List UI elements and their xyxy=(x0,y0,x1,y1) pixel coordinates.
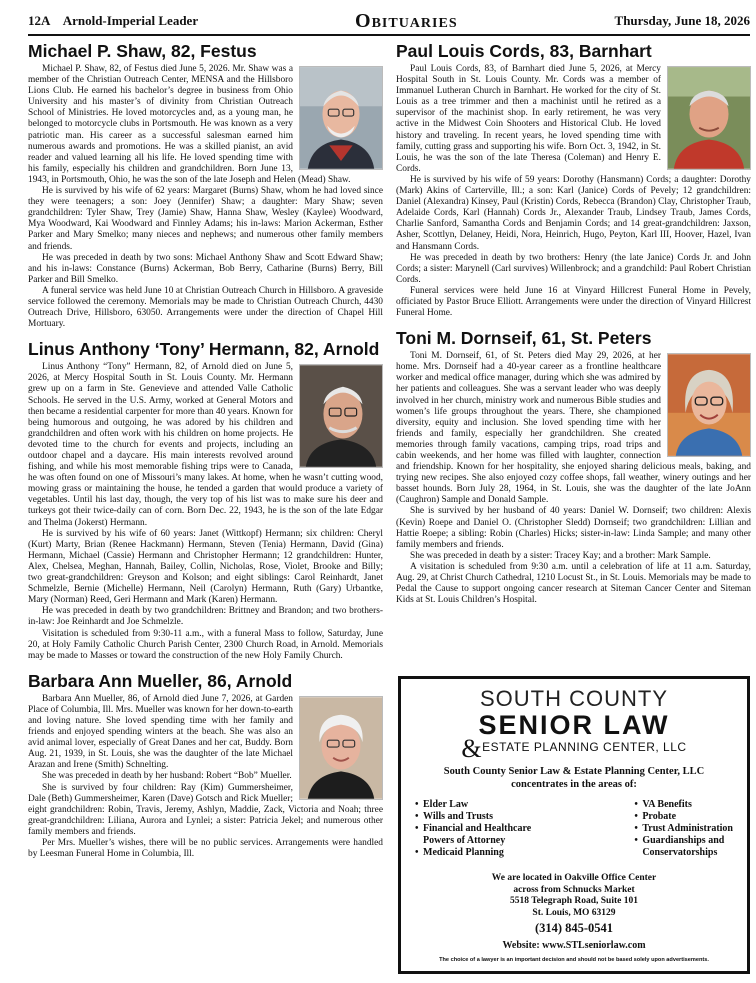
obituary-paragraph: Linus Anthony “Tony” Hermann, 82, of Arnold died on June 5, 2026, at Mercy Hospital South in St. Louis County. Mr. Hermann grew up on a farm in Ste. Genevieve and attended Valle Catholic Schools. He served in the U.S. Army, worked at General Motors and then became a residential carpenter for more than 40 years. Known for being humorous and outgoing, he was adored by his children and grandchildren and often work with his children on home projects. He devoted time to the church for events and projects, including an outdoor chapel and a daycare. His main interests revolved around fishing, and while his most memorable fishing trips were to Canada, he was often found on one of Missouri’s many lakes. At home, when he wasn’t cutting wood, mowing grass or maintaining the house, he tended a garden that would produce a variety of vegetables. Until his last day, though, the very top of his list was to make sure his deer and turkeys got their twice-daily can of corn. Born Dec. 22, 1943, he is the son of the late Edgar and Thelma (Jokerst) Hermann. xyxy=(28,362,383,528)
ad-disclaimer: The choice of a lawyer is an important decision and should not be based solely upon advertisements. xyxy=(439,957,709,963)
obituary-title: Linus Anthony ‘Tony’ Hermann, 82, Arnold xyxy=(28,339,380,360)
obituary-shaw xyxy=(28,40,383,330)
ad-heading xyxy=(411,765,737,791)
bullet-icon: • xyxy=(415,811,419,822)
obituary-hermann xyxy=(28,338,383,662)
service-item: • VA Benefits xyxy=(634,799,692,810)
portrait-image xyxy=(300,67,382,169)
bullet-icon: • xyxy=(634,823,638,834)
bullet-icon: • xyxy=(415,799,419,810)
portrait-photo-dornseif xyxy=(667,353,751,457)
service-item: • Guardianships and xyxy=(634,835,725,846)
obituary-paragraph: He is survived by his wife of 60 years: Janet (Wittkopf) Hermann; six children: Cheryl (Kurt) Marty, Brian (Renee Hackmann) Hermann, Steven (Tenia) Hermann, David (Gina) Hermann, Michael (Cassie) Hermann and Christopher Hermann; 12 grandchildren: Hunter, Alex, Chelsea, Meghan, Hannah, Bailey, Collin, Nicholas, Rose, Violet, Brooke and Billy; two great-grandchildren: Greyson and Kolson; and eight siblings: Carol Reinhardt, Janet Schmelzle, Bernie (Michelle) Hermann, Neil (Carolyn) Hermann, Ruth (Gary) Urbantke, Mary (Norman) Reed, Geri Hermann and Mark (Karen) Hermann. xyxy=(28,528,383,606)
service-item: • Trust Administration xyxy=(634,823,733,834)
obituary-paragraph: She was preceded in death by a sister: Tracey Kay; and a brother: Mark Sample. xyxy=(410,550,711,561)
ad-location-line: 5518 Telegraph Road, Suite 101 xyxy=(509,896,638,906)
obituary-dornseif xyxy=(396,327,751,606)
section-title: Obituaries xyxy=(355,9,458,32)
service-item: Powers of Attorney xyxy=(423,835,506,846)
ad-phone: (314) 845-0541 xyxy=(534,921,614,935)
obituary-title: Michael P. Shaw, 82, Festus xyxy=(28,41,257,61)
ad-location-line: across from Schnucks Market xyxy=(513,884,635,895)
masthead xyxy=(28,8,750,36)
obituary-paragraph: A visitation is scheduled from 9:30 a.m. until a celebration of life at 11 a.m. Saturday, Aug. 29, at Christ Church Cathedral, 1210 Locust St., in St. Louis. Memorials may be made to Pedal the Cause to support ongoing cancer research at Siteman Cancer Center and Siteman Kids at St. Louis Children’s Hospital. xyxy=(396,561,751,606)
portrait-image xyxy=(300,365,382,467)
service-item: Conservatorships xyxy=(642,847,718,858)
service-item: • Elder Law xyxy=(415,799,469,810)
law-firm-advertisement xyxy=(398,676,750,974)
ad-heading-line2: concentrates in the areas of: xyxy=(511,779,637,790)
ad-logo-subtitle: ESTATE PLANNING CENTER, LLC xyxy=(482,740,687,754)
ad-heading-line1: South County Senior Law & Estate Planning Center, LLC xyxy=(443,766,705,777)
obituary-paragraph: He was preceded in death by two sons: Michael Anthony Shaw and Scott Edward Shaw; and his in-laws: Constance (Burns) Ackerman, Bob Berry, Catharine (Burns) Berry, Bill Parker and Bill Smelko. xyxy=(28,252,383,285)
portrait-photo-hermann xyxy=(299,364,383,468)
portrait-image xyxy=(668,67,750,169)
ad-logo-line3 xyxy=(411,734,737,763)
bullet-icon: • xyxy=(634,799,638,810)
obituary-paragraph: Barbara Ann Mueller, 86, of Arnold died June 7, 2026, at Garden Place of Columbia, Ill. Mrs. Mueller was known for her down-to-earth and loving nature. She loved spending time with her family and friends and enjoyed spending winters at the beach. She was also an avid animal lover, especially of Great Danes and her cat, Buddy. Born Aug. 21, 1939, in St. Louis, she was the daughter of the late Michael Arazan and Irene (Smith) Schnelting. xyxy=(28,693,293,771)
ad-logo-line2: SENIOR LAW xyxy=(478,710,670,740)
obituary-title: Toni M. Dornseif, 61, St. Peters xyxy=(396,328,652,349)
portrait-photo-shaw xyxy=(299,66,383,170)
ad-logo-line1: SOUTH COUNTY xyxy=(480,686,668,711)
portrait-photo-mueller xyxy=(299,696,383,800)
portrait-image xyxy=(300,697,382,799)
bullet-icon: • xyxy=(415,847,419,858)
ad-services-right xyxy=(634,799,733,859)
ad-services-left xyxy=(415,799,531,859)
obituary-paragraph: A funeral service was held June 10 at Christian Outreach Church in Hillsboro. A graveside service followed the ceremony. Memorials may be made to Christian Outreach Church, 4430 Outreach Drive, Hillsboro, 63050. Arrangements were under the direction of Chapel Hill Mortuary. xyxy=(28,285,383,330)
ad-services xyxy=(411,799,737,859)
obituary-paragraph: Michael P. Shaw, 82, of Festus died June 5, 2026. Mr. Shaw was a member of the Christian Outreach Center, MENSA and the Hillsboro Lions Club. He earned his bachelor’s degree in business from Ohio University and his master’s of divinity from Christian Outreach School of Ministries. He loved motorcycles and, as a young man, he belonged to motorcycle clubs in Portsmouth. He was known as a very patriotic man. His career as a successful salesman earned him numerous awards and promotions. He was a skilled pianist, an avid reader and valued learning all his life. He loved spending time with his family, especially his children and grandchildren. Born June 13, 1943, in Portsmouth, Ohio, he was the son of the late Joseph and Helen (Mead) Shaw. xyxy=(28,64,351,185)
left-column xyxy=(28,40,383,868)
page-number: 12A xyxy=(28,13,51,28)
ad-location-line: St. Louis, MO 63129 xyxy=(532,907,616,918)
portrait-photo-cords xyxy=(667,66,751,170)
ad-website: Website: www.STLseniorlaw.com xyxy=(502,940,646,951)
obituary-paragraph: He is survived by his wife of 59 years: Dorothy (Hansmann) Cords; a daughter: Dorothy (Mark) Akins of Carterville, Ill.; a son: Karl (Janice) Cords of Pevely; 12 grandchildren: Daniel (Alexandra) Kinsey, Paul (Kristin) Cords, Rebecca (Brandon) Clay, Christopher Traub, Adelaide Cords, Karl (Hannah) Cords Jr., Alexander Traub, Lindsey Traub, James Cords, Charlie Sanford, Samantha Cords and Benjamin Cords; and 14 great-grandchildren: Jaxson, Asher, Scottlyn, Delaney, Heidi, Nora, Heinrich, Hugo, Peyton, Karl III, Hoover, Hazel, Ivan and Hansmann Cords. xyxy=(396,174,751,252)
right-column xyxy=(396,40,751,614)
obituary-paragraph: Paul Louis Cords, 83, of Barnhart died June 5, 2026, at Mercy Hospital South in St. Louis County. Mr. Cords was a member of Immanuel Lutheran Church in Barnhart. He worked for the city of St. Louis as a tree trimmer and then a machinist until he retired as a supervisor of the machinist shop. In early retirement, he was very active in the Midwest Coin Shooters and Historical Club. He loved history and traveling. In recent years, he loved spending time with family, cutting grass and supporting his wife. Born Oct. 3, 1942, in St. Louis, he was the son of the late Theresa (Coleman) and Henry E. Cords. xyxy=(396,64,661,174)
obituary-paragraph: Toni M. Dornseif, 61, of St. Peters died May 29, 2026, at her home. Mrs. Dornseif had a 40-year career as a frontline healthcare worker and medical office manager, during which she was admired by her patients and colleagues. She was a servant leader who was deeply involved in her church, ministry work and numerous Bible studies and women’s life groups throughout the years. There, she championed diversity, equity and inclusion. She loved spending time with her friends and family, especially her grandchildren. She created memories through family vacations, camping trips, road trips and cabin weekends, and her home was filled with laughter, connection and friendship. Known for her hospitality, she enjoyed sharing delicious meals, baking, and trying new recipes. She also enjoyed cozy coffee shops, fall weather, winery outings and her basset hounds. Born July 28, 1964, in St. Louis, she was the daughter of the late JoAnn (Caughron) Sample and Donald Sample. xyxy=(396,351,751,506)
service-item: • Medicaid Planning xyxy=(415,847,504,858)
obituary-mueller xyxy=(28,670,383,860)
obituary-title: Paul Louis Cords, 83, Barnhart xyxy=(396,41,652,61)
bullet-icon: • xyxy=(634,835,638,846)
obituary-title: Barbara Ann Mueller, 86, Arnold xyxy=(28,670,293,691)
service-item: • Financial and Healthcare xyxy=(415,823,532,834)
obituary-paragraph: He was preceded in death by two grandchildren: Brittney and Brandon; and two brothers-in-law: Joe Reinhardt and Joe Schmelzle. xyxy=(28,606,383,628)
bullet-icon: • xyxy=(415,823,419,834)
obituary-paragraph: He was preceded in death by two brothers: Henry (the late Janice) Cords Jr. and John Cords; a sister: Marynell (Carl survives) Willenbrock; and a grandchild: Paul Robert Christian Cords. xyxy=(396,252,751,285)
bullet-icon: • xyxy=(634,811,638,822)
portrait-image xyxy=(668,354,750,456)
issue-date: Thursday, June 18, 2026 xyxy=(614,13,750,28)
obituary-paragraph: She is survived by her husband of 40 years: Daniel W. Dornseif; two children: Alexis (Kevin) Roepe and Daniel O. (Christopher Sledd) Dornseif; two grandchildren: Lillian and Hattie Roepe; a sibling: Robin (Charles) Hicks; sister-in-law: Linda Sample; and many other family members and friends. xyxy=(396,506,751,550)
obituary-paragraph: She is survived by four children: Ray (Kim) Gummersheimer, Dale (Beth) Gummersheimer, Karen (Dave) Gotsch and Rick Mueller; eight grandchildren: Robin, Travis, Jeremy, Ashlyn, Maddie, Zack, Victoria and Noah; three great-grandchildren: Liliana, Aurora and Lynlei; a sister: Patricia Jekel; and numerous other family members and friends. xyxy=(28,782,383,837)
obituary-paragraph: He is survived by his wife of 62 years: Margaret (Burns) Shaw, whom he had loved since they were teenagers; a son: Joey (Jennifer) Shaw; a daughter: Mary Shaw; seven grandchildren: Tyler Shaw, Trey (Jamie) Shaw, Hanna Shaw, Wesley (Kaylee) Woodward, Mya Woodward, Kai Woodward and Finnley Adams; his in-laws: Marion Ackerman, Esther Parker and Mary Smelko; many nieces and nephews; and numerous other family members and friends. xyxy=(28,186,383,252)
service-item: • Wills and Trusts xyxy=(415,811,494,822)
ad-location xyxy=(411,873,737,919)
paper-name: Arnold-Imperial Leader xyxy=(62,13,199,28)
masthead-left xyxy=(28,13,198,29)
obituary-paragraph: Funeral services were held June 16 at Vinyard Hillcrest Funeral Home in Pevely, officiated by Pastor Bruce Elliott. Arrangements were under the direction of Vinyard Hillcrest Funeral Home. xyxy=(396,285,751,319)
obituary-paragraph: Per Mrs. Mueller’s wishes, there will be no public services. Arrangements were handled by Leesman Funeral Home in Columbia, Ill. xyxy=(28,838,383,860)
service-item: • Probate xyxy=(634,811,677,822)
obituary-paragraph: She was preceded in death by her husband: Robert “Bob” Mueller. xyxy=(42,771,292,782)
ad-logo-ampersand: & xyxy=(461,734,483,763)
ad-location-line: We are located in Oakville Office Center xyxy=(491,873,657,883)
obituary-cords xyxy=(396,40,751,319)
obituary-paragraph: Visitation is scheduled from 9:30-11 a.m., with a funeral Mass to follow, Saturday, June 20, at Holy Family Catholic Church Parish Center, 2300 Church Road, in Arnold. Memorials may be made to Masses or toward the construction of the new Holy Family Church. xyxy=(28,628,383,661)
